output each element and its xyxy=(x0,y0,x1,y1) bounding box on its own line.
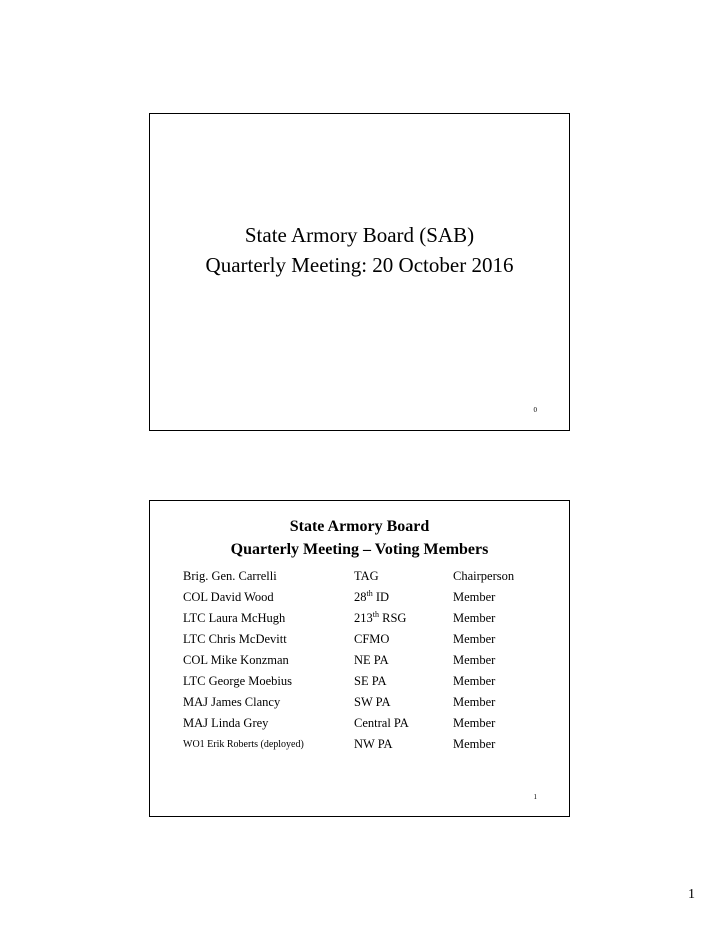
member-name: COL Mike Konzman xyxy=(183,653,289,667)
unit-ordinal: th xyxy=(366,588,373,598)
slide-number: 1 xyxy=(533,793,537,801)
voting-members-slide xyxy=(149,500,570,817)
slide-number: 0 xyxy=(533,406,537,414)
member-name: MAJ Linda Grey xyxy=(183,716,269,730)
member-role: Chairperson xyxy=(453,569,515,583)
member-role: Member xyxy=(453,737,496,751)
member-name: Brig. Gen. Carrelli xyxy=(183,569,277,583)
table-row xyxy=(183,713,563,734)
member-name: LTC Chris McDevitt xyxy=(183,632,287,646)
page-number: 1 xyxy=(688,887,695,902)
member-name: LTC Laura McHugh xyxy=(183,611,286,625)
member-role: Member xyxy=(453,632,496,646)
member-unit: NE PA xyxy=(354,653,389,667)
title-slide xyxy=(149,113,570,431)
table-row xyxy=(183,608,563,629)
title-line-2: Quarterly Meeting: 20 October 2016 xyxy=(205,253,514,277)
table-row xyxy=(183,692,563,713)
member-role: Member xyxy=(453,674,496,688)
unit-number: 28 xyxy=(354,590,367,604)
member-name: COL David Wood xyxy=(183,590,274,604)
unit-ordinal: th xyxy=(372,609,379,619)
title-line-2: Quarterly Meeting – Voting Members xyxy=(230,541,489,558)
title-line-1: State Armory Board (SAB) xyxy=(244,223,475,247)
member-name: WO1 Erik Roberts (deployed) xyxy=(183,739,304,750)
member-unit xyxy=(354,608,406,629)
member-unit: TAG xyxy=(354,569,379,583)
members-table xyxy=(183,566,563,755)
title-line-1: State Armory Board xyxy=(289,518,430,535)
table-row xyxy=(183,566,563,587)
member-unit: CFMO xyxy=(354,632,390,646)
member-role: Member xyxy=(453,695,496,709)
member-role: Member xyxy=(453,716,496,730)
table-row xyxy=(183,671,563,692)
member-name: LTC George Moebius xyxy=(183,674,293,688)
unit-suffix: RSG xyxy=(378,611,407,625)
member-unit: SE PA xyxy=(354,674,387,688)
member-role: Member xyxy=(453,611,496,625)
member-unit: Central PA xyxy=(354,716,409,730)
table-row xyxy=(183,587,563,608)
table-row xyxy=(183,629,563,650)
member-unit: NW PA xyxy=(354,737,393,751)
slide-title xyxy=(150,220,569,280)
member-role: Member xyxy=(453,590,496,604)
member-name: MAJ James Clancy xyxy=(183,695,281,709)
slide-title xyxy=(150,515,569,561)
unit-suffix: ID xyxy=(372,590,390,604)
unit-number: 213 xyxy=(354,611,373,625)
member-unit: SW PA xyxy=(354,695,391,709)
table-row xyxy=(183,734,563,755)
member-role: Member xyxy=(453,653,496,667)
member-unit xyxy=(354,587,389,608)
table-row xyxy=(183,650,563,671)
